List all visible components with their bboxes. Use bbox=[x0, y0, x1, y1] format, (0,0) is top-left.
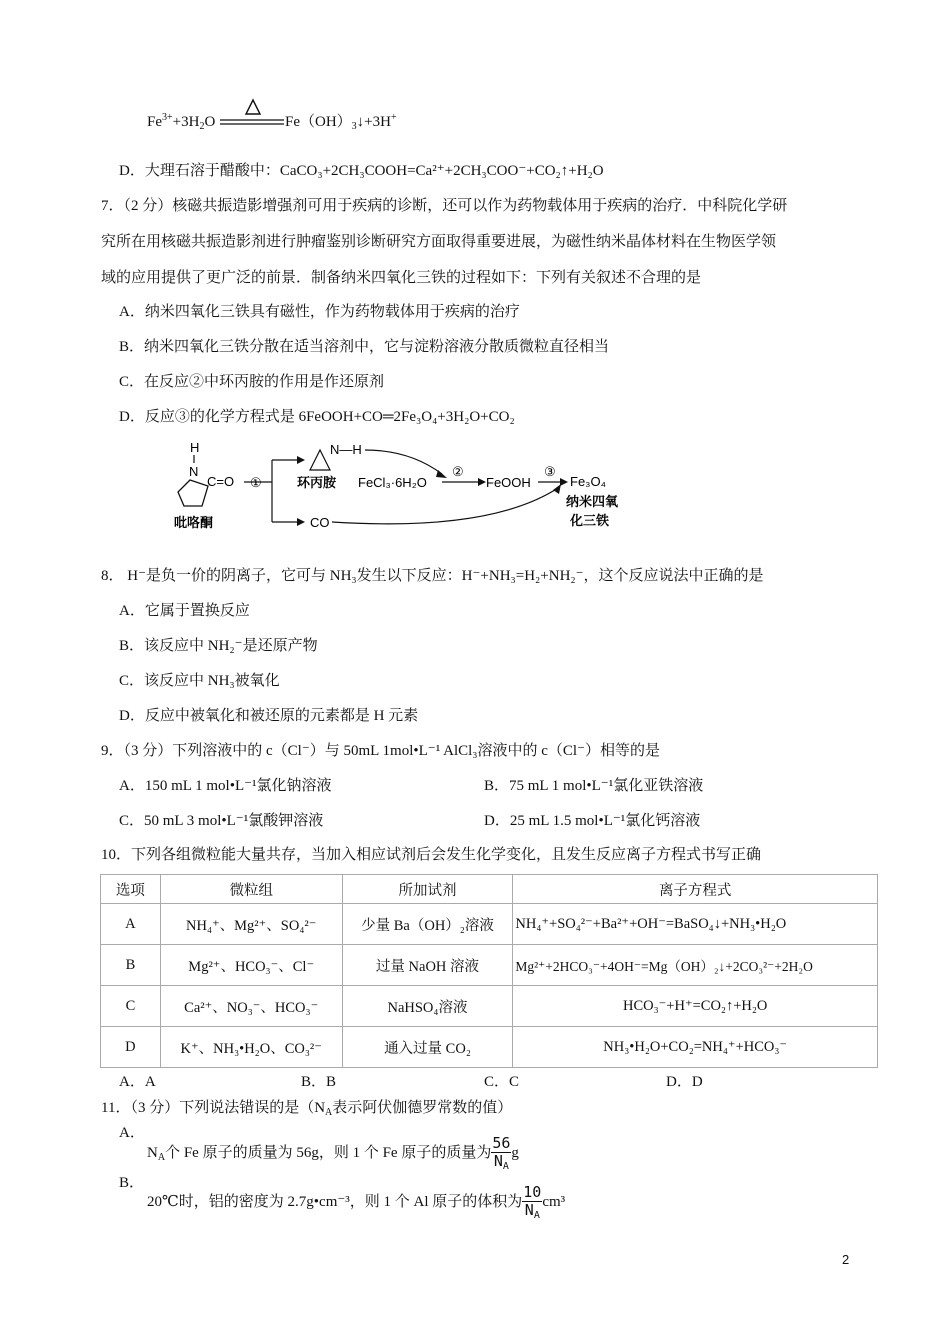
diagram-pyrrolidone-label: 吡咯酮 bbox=[174, 515, 214, 530]
q11-stem-tail: 表示阿伏伽德罗常数的值） bbox=[332, 1100, 513, 1116]
table-cell: Mg²⁺+2HCO₃⁻+4OH⁻=Mg（OH）₂↓+2CO₃²⁻+2H₂O bbox=[513, 945, 878, 986]
q10-option-a: A．A bbox=[119, 1074, 156, 1090]
eq-fe-charge: 3+ bbox=[162, 112, 173, 123]
q8-stem: 8． H⁻是负一价的阴离子，它可与 NH₃发生以下反应：H⁻+NH₃=H₂+NH₂⁻，这个反应说法中正确的是 bbox=[101, 568, 764, 584]
table-cell: 通入过量 CO₂ bbox=[342, 1027, 513, 1068]
table-cell: 少量 Ba（OH）₂溶液 bbox=[342, 904, 513, 945]
eq-o: O bbox=[204, 114, 216, 130]
q11-option-b-label: B． bbox=[119, 1175, 145, 1191]
eq-3h: +3H bbox=[172, 114, 200, 130]
diagram-step3: ③ bbox=[544, 464, 556, 479]
table-cell: NH₄⁺+SO₄²⁻+Ba²⁺+OH⁻=BaSO₄↓+NH₃•H₂O bbox=[513, 904, 878, 945]
table-cell: Mg²⁺、HCO₃⁻、Cl⁻ bbox=[160, 945, 342, 986]
table-cell: D bbox=[101, 1027, 161, 1068]
heat-condition-arrow bbox=[218, 98, 286, 130]
table-row bbox=[101, 945, 878, 986]
q11-b-denominator: N bbox=[524, 1201, 534, 1219]
q11-a-fraction bbox=[491, 1135, 511, 1172]
diagram-n-label: N bbox=[189, 464, 199, 479]
q11-b-numerator: 10 bbox=[523, 1183, 542, 1201]
q11-b-fraction bbox=[522, 1184, 542, 1221]
table-header: 所加试剂 bbox=[342, 875, 513, 904]
triangle-heat-icon bbox=[246, 100, 260, 114]
q11-a-denominator: N bbox=[493, 1152, 503, 1170]
q7-stem-line2: 究所在用核磁共振造影剂进行肿瘤鉴别诊断研究方面取得重要进展，为磁性纳米晶体材料在生物医学领 bbox=[101, 234, 777, 250]
q11-a-n: N bbox=[147, 1144, 158, 1161]
q11-a-den-sub: A bbox=[502, 1161, 509, 1172]
eq-h-charge: + bbox=[390, 112, 397, 123]
q9-stem: 9．（3 分）下列溶液中的 c（Cl⁻）与 50mL 1mol•L⁻¹ AlCl₃溶液中的 c（Cl⁻）相等的是 bbox=[101, 743, 661, 759]
table-header: 离子方程式 bbox=[513, 875, 878, 904]
table-header: 选项 bbox=[101, 875, 161, 904]
diagram-fecl3-label: FeCl₃·6H₂O bbox=[358, 475, 427, 490]
q7-stem-line1: 7．（2 分）核磁共振造影增强剂可用于疾病的诊断，还可以作为药物载体用于疾病的治疗．中科院化学研 bbox=[101, 198, 788, 214]
q7-stem-line3: 域的应用提供了更广泛的前景．制备纳米四氧化三铁的过程如下：下列有关叙述不合理的是 bbox=[101, 270, 702, 286]
q7-option-b: B．纳米四氧化三铁分散在适当溶剂中，它与淀粉溶液分散质微粒直径相当 bbox=[119, 339, 610, 355]
q7-option-a: A．纳米四氧化三铁具有磁性，作为药物载体用于疾病的治疗 bbox=[119, 304, 520, 320]
eq-tail: ↓+3H bbox=[356, 114, 391, 130]
q8-option-a: A．它属于置换反应 bbox=[119, 603, 250, 619]
q7-option-d: D．反应③的化学方程式是 6FeOOH+CO═2Fe₃O₄+3H₂O+CO₂ bbox=[119, 409, 515, 425]
eq-fe: Fe bbox=[147, 114, 162, 130]
diagram-nano-label-1: 纳米四氧 bbox=[566, 494, 619, 509]
q11-b-den-sub: A bbox=[533, 1210, 540, 1221]
table-cell: C bbox=[101, 986, 161, 1027]
diagram-h-label: H bbox=[190, 440, 200, 455]
q9-option-b: B．75 mL 1 mol•L⁻¹氯化亚铁溶液 bbox=[484, 778, 704, 794]
table-cell: HCO₃⁻+H⁺=CO₂↑+H₂O bbox=[513, 986, 878, 1027]
diagram-feooh-label: FeOOH bbox=[486, 475, 531, 490]
q11-b-text: 20℃时，铝的密度为 2.7g•cm⁻³，则 1 个 Al 原子的体积为 bbox=[147, 1193, 523, 1210]
q10-stem: 10．下列各组微粒能大量共存，当加入相应试剂后会发生化学变化，且发生反应离子方程式书写正确 bbox=[101, 847, 762, 863]
table-row bbox=[101, 986, 878, 1027]
diagram-co-label: CO bbox=[310, 515, 330, 530]
eq-oh-sub: 3 bbox=[351, 121, 357, 132]
q11-option-a bbox=[147, 1135, 519, 1172]
q9-option-c: C．50 mL 3 mol•L⁻¹氯酸钾溶液 bbox=[119, 813, 324, 829]
q11-a-unit: g bbox=[511, 1144, 519, 1161]
q6-option-d: D．大理石溶于醋酸中：CaCO₃+2CH₃COOH=Ca²⁺+2CH₃COO⁻+CO₂↑+H₂O bbox=[119, 163, 604, 179]
diagram-cyclopropylamine-label: 环丙胺 bbox=[297, 475, 337, 490]
q8-option-d: D．反应中被氧化和被还原的元素都是 H 元素 bbox=[119, 708, 419, 724]
table-header-row bbox=[101, 875, 878, 904]
q11-option-b bbox=[147, 1184, 565, 1221]
q9-option-d: D．25 mL 1.5 mol•L⁻¹氯化钙溶液 bbox=[484, 813, 701, 829]
fe3o4-synthesis-diagram bbox=[160, 436, 660, 536]
table-cell: A bbox=[101, 904, 161, 945]
diagram-step1: ① bbox=[250, 475, 262, 490]
pyrrolidone-ring bbox=[178, 480, 208, 506]
q11-stem bbox=[101, 1098, 512, 1120]
q8-option-c: C．该反应中 NH₃被氧化 bbox=[119, 673, 280, 689]
q11-option-a-label: A． bbox=[119, 1125, 145, 1141]
table-cell: K⁺、NH₃•H₂O、CO₃²⁻ bbox=[160, 1027, 342, 1068]
q11-a-numerator: 56 bbox=[492, 1134, 511, 1152]
q10-option-b: B．B bbox=[301, 1074, 337, 1090]
q11-stem-text: 11．（3 分）下列说法错误的是（N bbox=[101, 1100, 326, 1116]
q10-option-c: C．C bbox=[484, 1074, 520, 1090]
table-cell: NH₃•H₂O+CO₂=NH₄⁺+HCO₃⁻ bbox=[513, 1027, 878, 1068]
q10-option-d: D．D bbox=[666, 1074, 703, 1090]
diagram-nh-label: N—H bbox=[330, 442, 362, 457]
page-number: 2 bbox=[842, 1252, 850, 1267]
table-cell: NaHSO₄溶液 bbox=[342, 986, 513, 1027]
table-row bbox=[101, 1027, 878, 1068]
table-cell: NH₄⁺、Mg²⁺、SO₄²⁻ bbox=[160, 904, 342, 945]
diagram-co-ring: C=O bbox=[207, 474, 235, 489]
table-row bbox=[101, 904, 878, 945]
q11-stem-sub: A bbox=[325, 1107, 333, 1118]
diagram-fe3o4-label: Fe₃O₄ bbox=[570, 474, 606, 489]
q6-equation bbox=[147, 112, 215, 134]
table-cell: 过量 NaOH 溶液 bbox=[342, 945, 513, 986]
q9-option-a: A．150 mL 1 mol•L⁻¹氯化钠溶液 bbox=[119, 778, 332, 794]
diagram-step2: ② bbox=[452, 464, 464, 479]
eq-h-sub: 2 bbox=[199, 121, 205, 132]
q11-a-text: 个 Fe 原子的质量为 56g，则 1 个 Fe 原子的质量为 bbox=[165, 1144, 492, 1161]
table-cell: B bbox=[101, 945, 161, 986]
q10-table bbox=[100, 874, 878, 1068]
q6-equation-product bbox=[285, 112, 397, 134]
q11-a-n-sub: A bbox=[157, 1151, 166, 1163]
q8-option-b: B．该反应中 NH₂⁻是还原产物 bbox=[119, 638, 318, 654]
table-header: 微粒组 bbox=[160, 875, 342, 904]
cyclopropane-ring bbox=[310, 450, 330, 470]
table-cell: Ca²⁺、NO₃⁻、HCO₃⁻ bbox=[160, 986, 342, 1027]
q11-b-unit: cm³ bbox=[542, 1193, 566, 1210]
eq-feoh: Fe（OH） bbox=[285, 114, 352, 130]
diagram-nano-label-2: 化三铁 bbox=[570, 513, 610, 528]
q7-option-c: C．在反应②中环丙胺的作用是作还原剂 bbox=[119, 374, 385, 390]
